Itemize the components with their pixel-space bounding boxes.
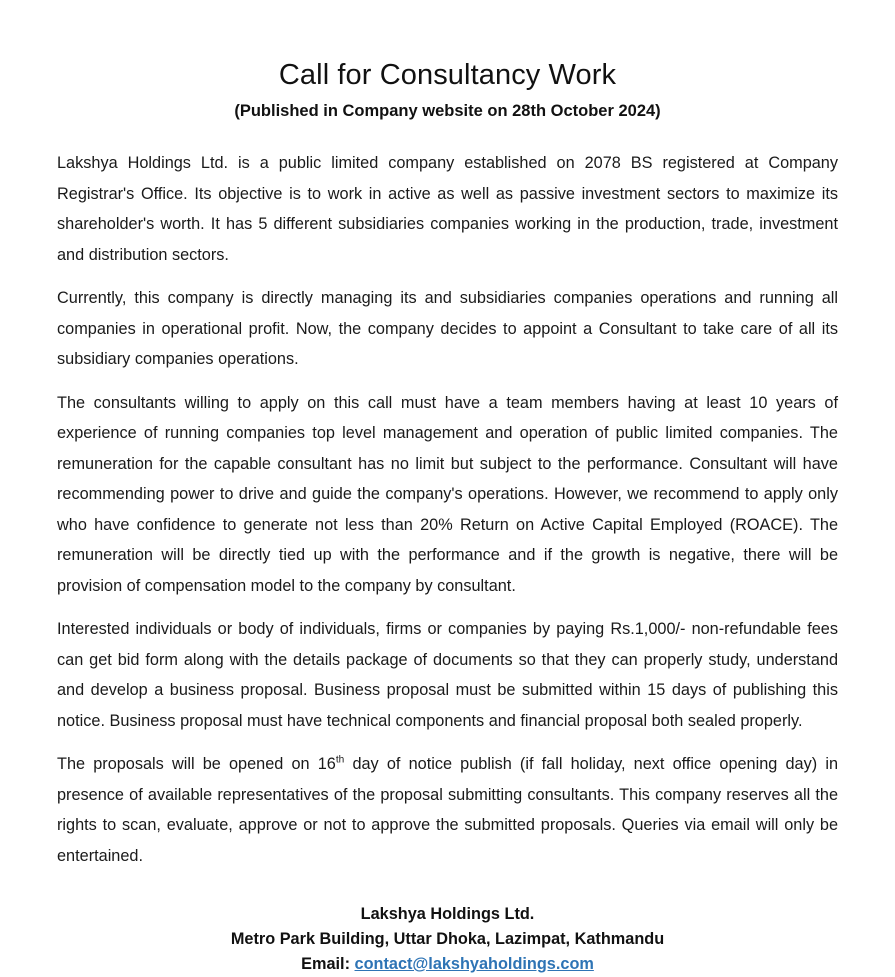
ordinal-suffix-superscript: th <box>335 754 345 766</box>
paragraph-company-overview: Lakshya Holdings Ltd. is a public limited company established on 2078 BS registered at Company Registrar's Office. Its objective is to work in active as well as passive investment sectors to maximize its shareholder's worth. It has 5 different subsidiaries companies working in the production, trade, investment and distribution sectors. <box>57 154 838 264</box>
page-subtitle: (Published in Company website on 28th October 2024) <box>234 102 661 120</box>
document-body <box>57 148 838 871</box>
document-footer <box>57 902 838 977</box>
footer-company-name: Lakshya Holdings Ltd. <box>360 905 535 923</box>
footer-email-label: Email: <box>301 955 355 973</box>
proposal-opening-text-before: The proposals will be opened on 16 <box>57 755 336 773</box>
footer-address: Metro Park Building, Uttar Dhoka, Lazimpat, Kathmandu <box>230 930 665 948</box>
page-title: Call for Consultancy Work <box>278 59 617 91</box>
paragraph-bid-form-fees: Interested individuals or body of individuals, firms or companies by paying Rs.1,000/- non-refundable fees can get bid form along with the details package of documents so that they can properly study, understand and develop a business proposal. Business proposal must be submitted within 15 days of publishing this notice. Business proposal must have technical components and financial proposal both sealed properly. <box>57 620 838 730</box>
proposal-opening-text-after: day of notice publish (if fall holiday, next office opening day) in presence of available representatives of the proposal submitting consultants. This company reserves all the rights to scan, evaluate, approve or not to approve the submitted proposals. Queries via email will only be entertained. <box>57 755 838 865</box>
paragraph-consultant-requirements: The consultants willing to apply on this call must have a team members having at least 10 years of experience of running companies top level management and operation of public limited companies. The remuneration for the capable consultant has no limit but subject to the performance. Consultant will have recommending power to drive and guide the company's operations. However, we recommend to apply only who have confidence to generate not less than 20% Return on Active Capital Employed (ROACE). The remuneration will be directly tied up with the performance and if the growth is negative, there will be provision of compensation model to the company by consultant. <box>57 393 838 595</box>
paragraph-proposal-opening <box>57 749 838 871</box>
footer-email-line <box>57 952 838 977</box>
paragraph-current-operations: Currently, this company is directly managing its and subsidiaries companies operations and running all companies in operational profit. Now, the company decides to appoint a Consultant to take care of all its subsidiary companies operations. <box>57 289 838 368</box>
document-content <box>57 0 838 977</box>
footer-email-link[interactable]: contact@lakshyaholdings.com <box>354 955 594 973</box>
